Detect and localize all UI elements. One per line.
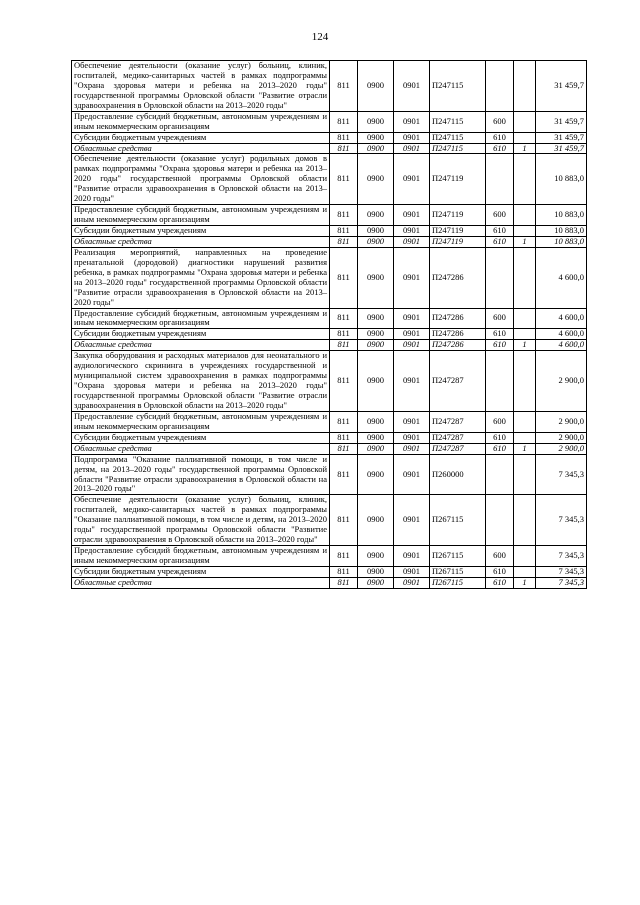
cell-department-code: 811 [330,143,358,154]
cell-expense-type [486,154,514,205]
cell-section-code: 0900 [358,577,394,588]
cell-expense-type: 610 [486,566,514,577]
cell-description: Субсидии бюджетным учреждениям [72,132,330,143]
cell-department-code: 811 [330,411,358,432]
cell-target-article: П247287 [430,351,486,412]
cell-description: Субсидии бюджетным учреждениям [72,226,330,237]
table-row [72,566,587,577]
table-row [72,351,587,412]
cell-subsection-code: 0901 [394,111,430,132]
cell-department-code: 811 [330,308,358,329]
cell-funding-source: 1 [514,143,536,154]
cell-department-code: 811 [330,443,358,454]
cell-section-code: 0900 [358,432,394,443]
cell-funding-source [514,329,536,340]
cell-department-code: 811 [330,566,358,577]
cell-amount: 10 883,0 [536,236,587,247]
cell-department-code: 811 [330,454,358,495]
cell-description: Субсидии бюджетным учреждениям [72,566,330,577]
cell-subsection-code: 0901 [394,432,430,443]
cell-description: Областные средства [72,143,330,154]
cell-expense-type: 610 [486,143,514,154]
cell-funding-source [514,432,536,443]
cell-expense-type: 610 [486,340,514,351]
cell-subsection-code: 0901 [394,329,430,340]
cell-funding-source: 1 [514,443,536,454]
cell-section-code: 0900 [358,247,394,308]
cell-description: Подпрограмма "Оказание паллиативной помощи, в том числе и детям, на 2013–2020 годы" государственной программы Орловской области "Развитие отрасли здравоохранения в Орловской области на 2013–2020 годы" [72,454,330,495]
cell-description: Предоставление субсидий бюджетным, автономным учреждениям и иным некоммерческим организациям [72,411,330,432]
cell-subsection-code: 0901 [394,411,430,432]
cell-department-code: 811 [330,340,358,351]
cell-subsection-code: 0901 [394,61,430,112]
cell-target-article: П267115 [430,495,486,546]
cell-section-code: 0900 [358,411,394,432]
cell-funding-source: 1 [514,236,536,247]
table-row [72,205,587,226]
cell-section-code: 0900 [358,205,394,226]
cell-target-article: П247287 [430,443,486,454]
cell-subsection-code: 0901 [394,340,430,351]
budget-table [71,60,587,589]
cell-subsection-code: 0901 [394,443,430,454]
cell-section-code: 0900 [358,61,394,112]
cell-amount: 31 459,7 [536,143,587,154]
cell-section-code: 0900 [358,236,394,247]
table-row [72,340,587,351]
cell-amount: 7 345,3 [536,577,587,588]
cell-department-code: 811 [330,247,358,308]
table-row [72,329,587,340]
cell-expense-type: 600 [486,308,514,329]
cell-expense-type [486,495,514,546]
cell-amount: 7 345,3 [536,454,587,495]
cell-description: Предоставление субсидий бюджетным, автономным учреждениям и иным некоммерческим организациям [72,308,330,329]
cell-subsection-code: 0901 [394,454,430,495]
cell-section-code: 0900 [358,226,394,237]
cell-department-code: 811 [330,154,358,205]
cell-section-code: 0900 [358,143,394,154]
cell-subsection-code: 0901 [394,143,430,154]
cell-section-code: 0900 [358,546,394,567]
cell-target-article: П247119 [430,154,486,205]
cell-expense-type: 610 [486,132,514,143]
cell-funding-source [514,566,536,577]
cell-amount: 10 883,0 [536,226,587,237]
cell-department-code: 811 [330,236,358,247]
cell-target-article: П247115 [430,61,486,112]
cell-description: Предоставление субсидий бюджетным, автономным учреждениям и иным некоммерческим организациям [72,205,330,226]
cell-subsection-code: 0901 [394,566,430,577]
cell-description: Закупка оборудования и расходных материалов для неонатального и аудиологического скрининга в учреждениях государственной и муниципальной систем здравоохранения в рамках подпрограммы "Охрана здоровья матери и ребенка на 2013–2020 годы" государственной программы Орловской области "Развитие отрасли здравоохранения в Орловской области на 2013–2020 годы" [72,351,330,412]
cell-funding-source [514,351,536,412]
table-body [72,61,587,589]
cell-amount: 4 600,0 [536,247,587,308]
cell-funding-source: 1 [514,577,536,588]
cell-target-article: П247119 [430,226,486,237]
cell-department-code: 811 [330,351,358,412]
page-number: 124 [311,31,329,43]
cell-expense-type: 600 [486,205,514,226]
cell-amount: 31 459,7 [536,61,587,112]
cell-description: Областные средства [72,340,330,351]
cell-target-article: П247287 [430,411,486,432]
cell-department-code: 811 [330,432,358,443]
cell-subsection-code: 0901 [394,247,430,308]
cell-description: Предоставление субсидий бюджетным, автономным учреждениям и иным некоммерческим организациям [72,546,330,567]
table-row [72,143,587,154]
cell-department-code: 811 [330,577,358,588]
cell-description: Обеспечение деятельности (оказание услуг) родильных домов в рамках подпрограммы "Охрана здоровья матери и ребенка на 2013–2020 годы" государственной программы Орловской области "Развитие отрасли здравоохранения в Орловской области на 2013–2020 годы" [72,154,330,205]
cell-funding-source [514,454,536,495]
cell-department-code: 811 [330,205,358,226]
cell-target-article: П247286 [430,308,486,329]
cell-subsection-code: 0901 [394,132,430,143]
cell-amount: 31 459,7 [536,111,587,132]
cell-expense-type: 610 [486,577,514,588]
cell-target-article: П267115 [430,566,486,577]
cell-section-code: 0900 [358,566,394,577]
cell-target-article: П247119 [430,236,486,247]
cell-expense-type: 610 [486,432,514,443]
cell-subsection-code: 0901 [394,577,430,588]
cell-amount: 10 883,0 [536,205,587,226]
cell-section-code: 0900 [358,495,394,546]
cell-amount: 2 900,0 [536,443,587,454]
cell-target-article: П247115 [430,143,486,154]
cell-funding-source [514,546,536,567]
table-row [72,411,587,432]
cell-section-code: 0900 [358,443,394,454]
cell-amount: 31 459,7 [536,132,587,143]
table-row [72,226,587,237]
cell-amount: 10 883,0 [536,154,587,205]
cell-description: Областные средства [72,577,330,588]
cell-expense-type: 600 [486,111,514,132]
table-row [72,546,587,567]
cell-amount: 2 900,0 [536,411,587,432]
cell-subsection-code: 0901 [394,308,430,329]
cell-funding-source [514,247,536,308]
cell-department-code: 811 [330,495,358,546]
cell-funding-source [514,411,536,432]
table-row [72,454,587,495]
cell-expense-type [486,454,514,495]
cell-department-code: 811 [330,329,358,340]
cell-section-code: 0900 [358,308,394,329]
table-row [72,236,587,247]
cell-funding-source [514,132,536,143]
cell-funding-source [514,111,536,132]
cell-funding-source [514,495,536,546]
cell-funding-source: 1 [514,340,536,351]
cell-target-article: П247115 [430,132,486,143]
cell-expense-type: 610 [486,443,514,454]
cell-amount: 4 600,0 [536,308,587,329]
cell-description: Областные средства [72,236,330,247]
cell-subsection-code: 0901 [394,495,430,546]
cell-amount: 7 345,3 [536,495,587,546]
cell-amount: 2 900,0 [536,351,587,412]
cell-amount: 4 600,0 [536,329,587,340]
cell-target-article: П247286 [430,340,486,351]
cell-target-article: П267115 [430,546,486,567]
table-row [72,495,587,546]
cell-funding-source [514,308,536,329]
table-row [72,432,587,443]
cell-funding-source [514,154,536,205]
cell-expense-type: 600 [486,546,514,567]
table-row [72,577,587,588]
cell-section-code: 0900 [358,340,394,351]
cell-description: Реализация мероприятий, направленных на проведение пренатальной (дородовой) диагностики нарушений развития ребенка, в рамках подпрограммы "Охрана здоровья матери и ребенка на 2013–2020 годы" государственной программы Орловской области "Развитие отрасли здравоохранения в Орловской области на 2013–2020 годы" [72,247,330,308]
cell-expense-type: 600 [486,411,514,432]
cell-section-code: 0900 [358,111,394,132]
cell-department-code: 811 [330,111,358,132]
cell-amount: 2 900,0 [536,432,587,443]
cell-subsection-code: 0901 [394,546,430,567]
cell-description: Обеспечение деятельности (оказание услуг) больниц, клиник, госпиталей, медико-санитарных частей в рамках подпрограммы "Оказание паллиативной помощи, в том числе и детям, на 2013–2020 годы" государственной программы Орловской области "Развитие отрасли здравоохранения в Орловской области на 2013–2020 годы" [72,495,330,546]
table-row [72,247,587,308]
cell-description: Областные средства [72,443,330,454]
cell-section-code: 0900 [358,454,394,495]
cell-funding-source [514,205,536,226]
cell-department-code: 811 [330,546,358,567]
cell-section-code: 0900 [358,329,394,340]
cell-department-code: 811 [330,226,358,237]
table-row [72,443,587,454]
cell-expense-type: 610 [486,329,514,340]
cell-description: Предоставление субсидий бюджетным, автономным учреждениям и иным некоммерческим организациям [72,111,330,132]
cell-subsection-code: 0901 [394,351,430,412]
cell-subsection-code: 0901 [394,205,430,226]
cell-funding-source [514,226,536,237]
cell-target-article: П247287 [430,432,486,443]
cell-target-article: П247286 [430,247,486,308]
cell-department-code: 811 [330,132,358,143]
cell-amount: 4 600,0 [536,340,587,351]
cell-expense-type: 610 [486,226,514,237]
cell-amount: 7 345,3 [536,566,587,577]
cell-section-code: 0900 [358,132,394,143]
cell-expense-type [486,247,514,308]
cell-target-article: П247286 [430,329,486,340]
table-row [72,132,587,143]
table-row [72,111,587,132]
cell-subsection-code: 0901 [394,236,430,247]
cell-department-code: 811 [330,61,358,112]
cell-expense-type [486,61,514,112]
table-row [72,61,587,112]
cell-description: Субсидии бюджетным учреждениям [72,329,330,340]
cell-expense-type [486,351,514,412]
cell-description: Субсидии бюджетным учреждениям [72,432,330,443]
cell-funding-source [514,61,536,112]
cell-section-code: 0900 [358,351,394,412]
cell-amount: 7 345,3 [536,546,587,567]
table-row [72,308,587,329]
cell-subsection-code: 0901 [394,154,430,205]
cell-target-article: П260000 [430,454,486,495]
table-row [72,154,587,205]
cell-target-article: П247119 [430,205,486,226]
cell-target-article: П267115 [430,577,486,588]
cell-section-code: 0900 [358,154,394,205]
cell-target-article: П247115 [430,111,486,132]
cell-subsection-code: 0901 [394,226,430,237]
cell-expense-type: 610 [486,236,514,247]
cell-description: Обеспечение деятельности (оказание услуг) больниц, клиник, госпиталей, медико-санитарных частей в рамках подпрограммы "Охрана здоровья матери и ребенка на 2013–2020 годы" государственной программы Орловской области "Развитие отрасли здравоохранения в Орловской области на 2013–2020 годы" [72,61,330,112]
